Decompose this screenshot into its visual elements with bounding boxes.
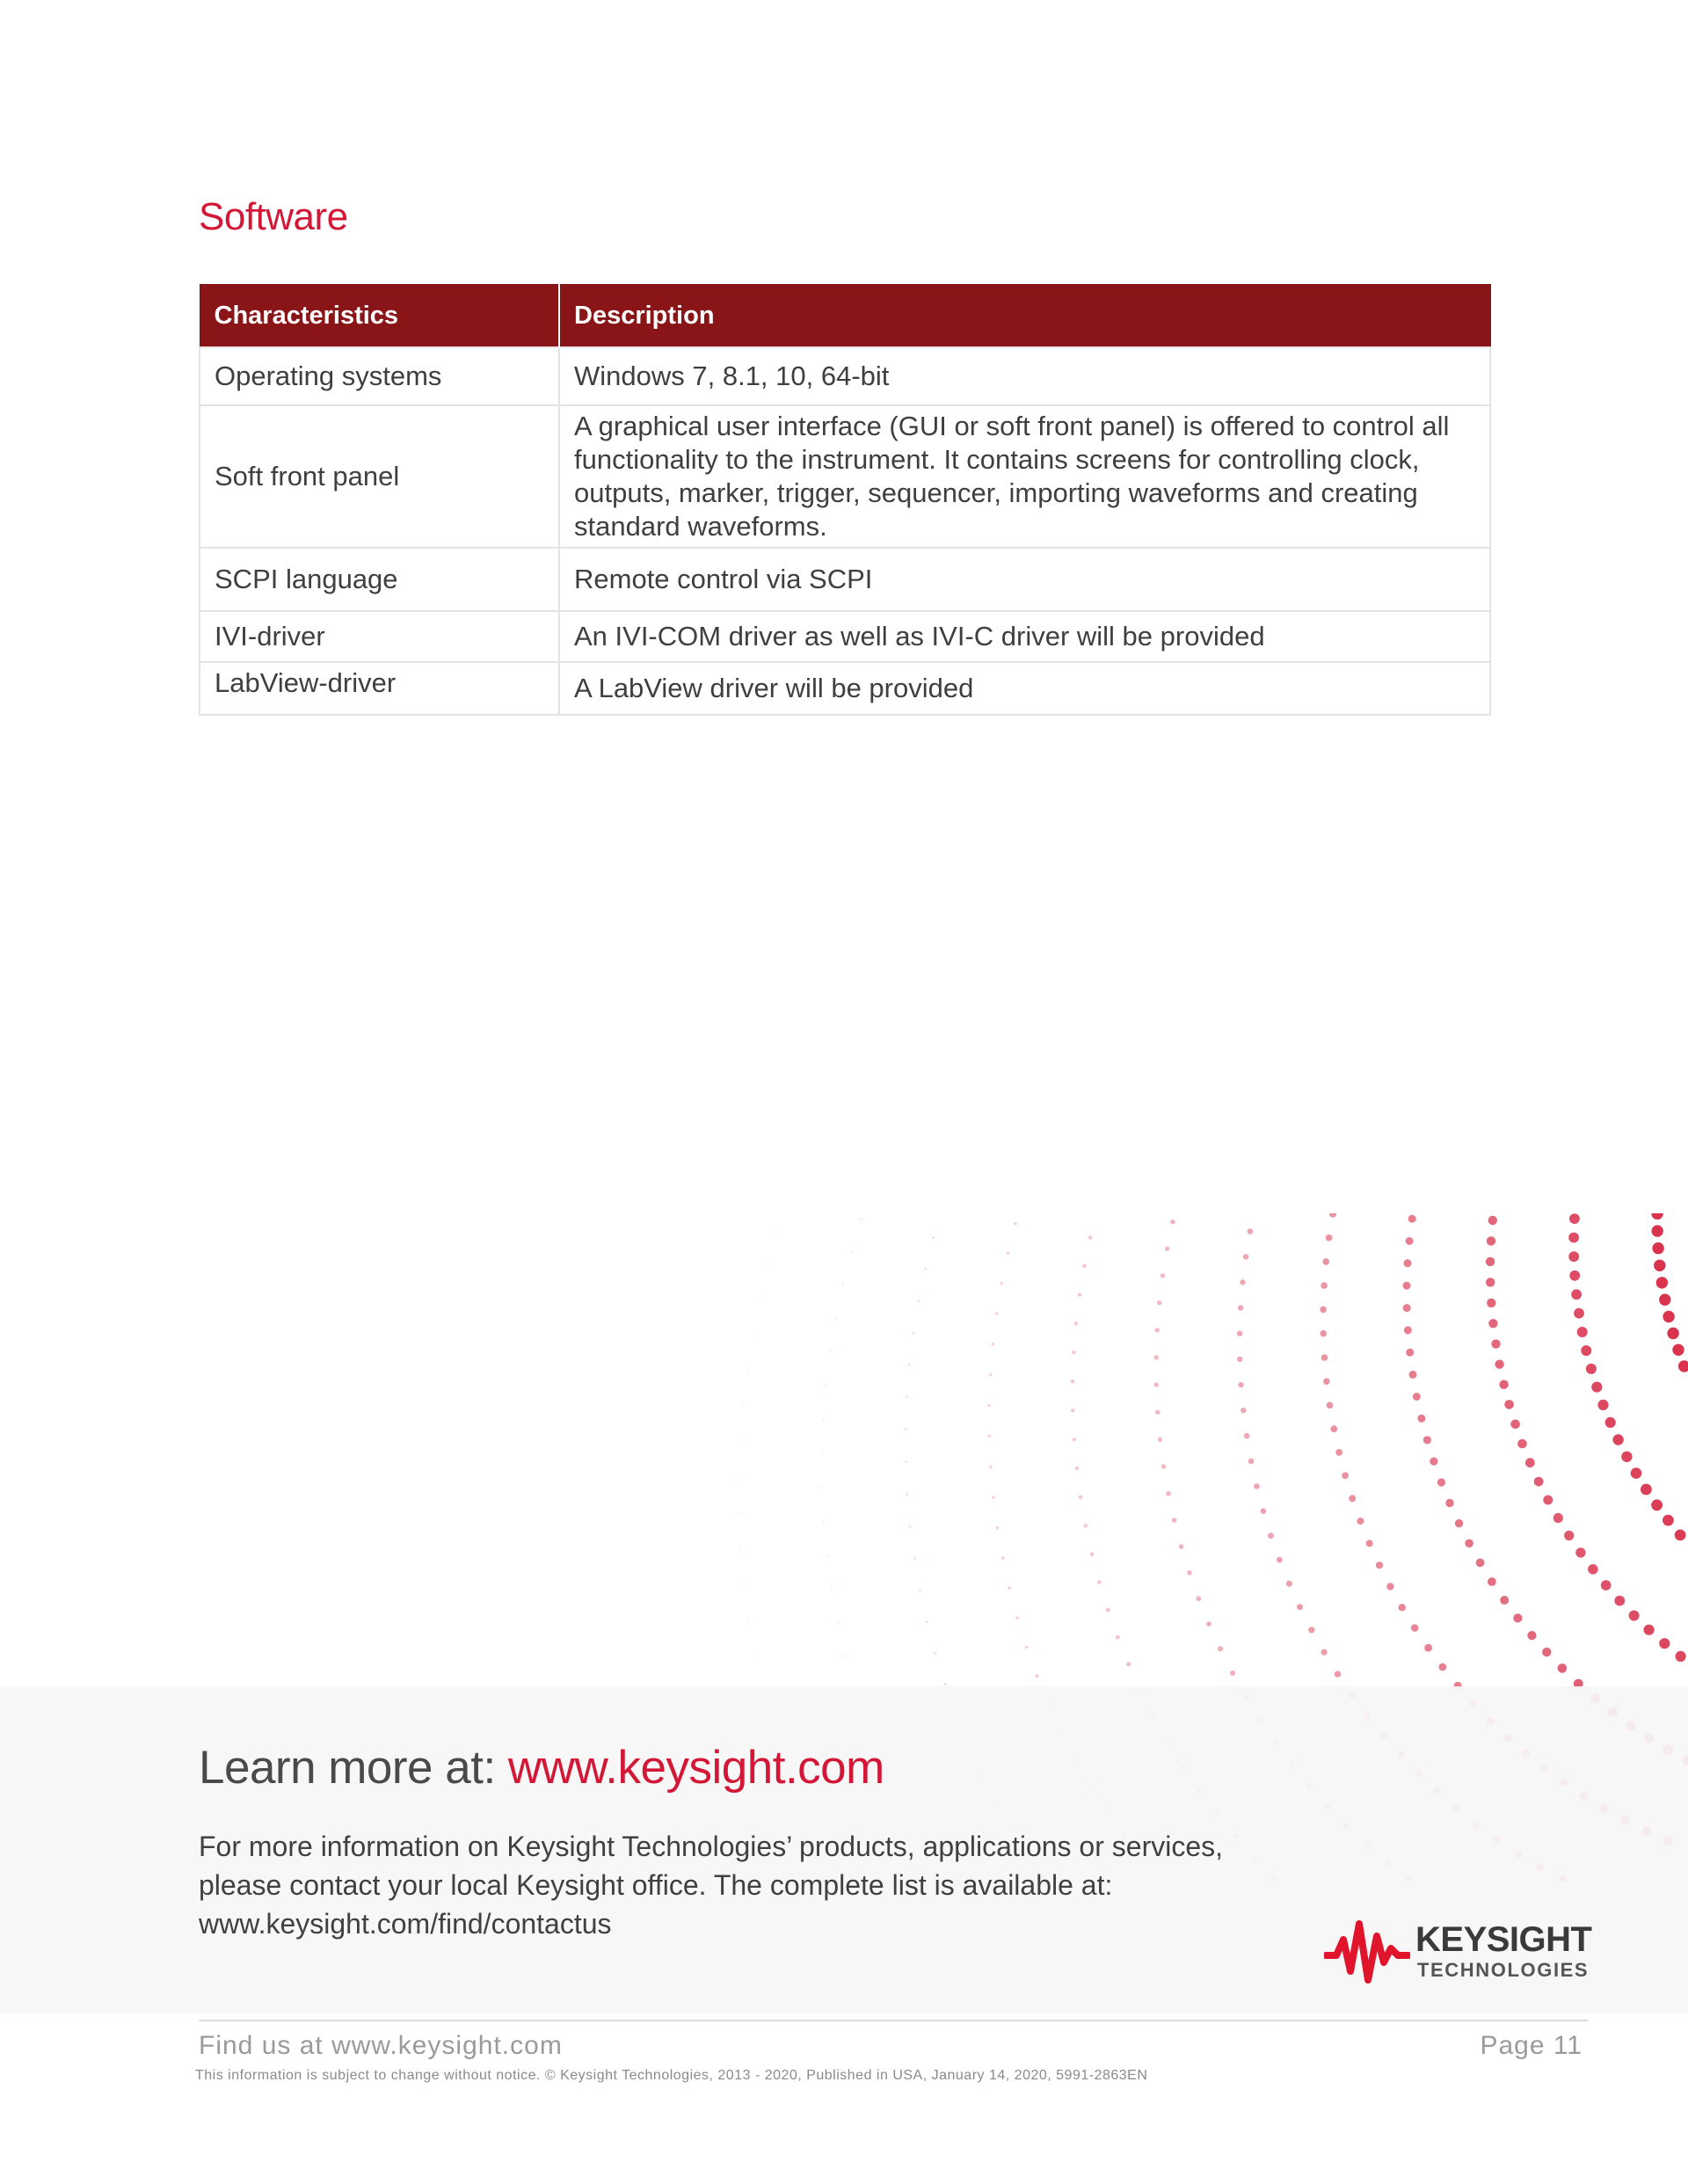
section-title: Software — [199, 195, 348, 238]
decorative-dot — [1569, 1213, 1580, 1224]
decorative-dot — [821, 1452, 823, 1454]
decorative-dot — [860, 1218, 862, 1220]
decorative-dot — [987, 1404, 991, 1408]
decorative-dot — [908, 1364, 911, 1366]
decorative-dot — [1491, 1339, 1500, 1348]
decorative-dot — [1659, 1638, 1670, 1649]
decorative-dot — [1014, 1222, 1017, 1226]
decorative-dot — [1423, 1436, 1431, 1444]
row-description: A graphical user interface (GUI or soft front panel) is offered to control all functionality to the instrument. It contains screens for controlling clock, outputs, marker, trigger, sequencer, importing waveforms and creating standard waveforms. — [559, 405, 1490, 548]
logo-subtitle: TECHNOLOGIES — [1417, 1959, 1590, 1981]
decorative-dot — [1268, 1532, 1274, 1539]
decorative-dot — [743, 1583, 745, 1585]
decorative-dot — [1406, 1349, 1414, 1357]
decorative-dot — [1240, 1279, 1245, 1285]
decorative-dot — [1672, 1344, 1684, 1356]
keysight-wave-icon — [1324, 1917, 1410, 1987]
decorative-dot — [934, 1652, 936, 1655]
decorative-dot — [1504, 1400, 1514, 1409]
decorative-dot — [1577, 1327, 1588, 1337]
row-characteristic: SCPI language — [200, 548, 559, 611]
decorative-dot — [1629, 1611, 1640, 1621]
decorative-dot — [1157, 1300, 1161, 1305]
decorative-dot — [1574, 1308, 1584, 1319]
decorative-dot — [1261, 1508, 1267, 1514]
decorative-dot — [1357, 1518, 1364, 1525]
decorative-dot — [1297, 1604, 1303, 1610]
decorative-dot — [906, 1395, 908, 1398]
row-description: An IVI-COM driver as well as IVI-C driver will be provided — [559, 611, 1490, 662]
decorative-dot — [1206, 1621, 1211, 1627]
decorative-dot — [1254, 1483, 1260, 1489]
decorative-dot — [912, 1331, 914, 1334]
decorative-dot — [1218, 1646, 1223, 1651]
decorative-dot — [1652, 1242, 1663, 1254]
decorative-dot — [823, 1520, 825, 1522]
decorative-dot — [1588, 1564, 1598, 1575]
decorative-dot — [1631, 1467, 1642, 1479]
decorative-dot — [1525, 1458, 1535, 1467]
decorative-dot — [739, 1548, 741, 1550]
decorative-dot — [1486, 1278, 1495, 1286]
decorative-dot — [1403, 1304, 1411, 1312]
decorative-dot — [926, 1620, 928, 1623]
decorative-dot — [1000, 1282, 1003, 1285]
decorative-dot — [1025, 1646, 1029, 1649]
decorative-dot — [1286, 1581, 1292, 1587]
decorative-dot — [1675, 1530, 1686, 1541]
decorative-dot — [1158, 1438, 1162, 1442]
decorative-dot — [1568, 1233, 1579, 1243]
decorative-dot — [1476, 1559, 1485, 1568]
decorative-dot — [1575, 1547, 1585, 1557]
row-characteristic: LabView-driver — [200, 662, 559, 715]
decorative-dot — [1153, 1355, 1158, 1359]
decorative-dot — [1154, 1382, 1159, 1387]
decorative-dot — [1654, 1260, 1665, 1271]
row-description: Windows 7, 8.1, 10, 64-bit — [559, 347, 1490, 405]
decorative-dot — [821, 1487, 823, 1489]
decorative-dot — [918, 1299, 920, 1302]
decorative-dot — [1517, 1439, 1527, 1449]
decorative-dot — [989, 1373, 993, 1377]
row-characteristic: Operating systems — [200, 347, 559, 405]
decorative-dot — [844, 1655, 846, 1656]
decorative-dot — [1488, 1216, 1497, 1225]
decorative-dot — [1320, 1330, 1327, 1337]
decorative-dot — [1323, 1378, 1330, 1385]
decorative-dot — [1097, 1580, 1102, 1584]
decorative-dot — [989, 1466, 993, 1469]
keysight-logo — [1324, 1917, 1592, 1987]
decorative-dot — [1321, 1649, 1328, 1656]
decorative-dot — [1308, 1627, 1314, 1633]
decorative-dot — [1404, 1259, 1412, 1267]
decorative-dot — [1487, 1299, 1495, 1307]
decorative-dot — [850, 1250, 852, 1252]
legal-notice: This information is subject to change without notice. © Keysight Technologies, 2013 - 2020, Published in USA, January 14, 2020, 5991-2863EN — [195, 2068, 1148, 2083]
decorative-dot — [746, 1370, 748, 1372]
decorative-dot — [1001, 1556, 1005, 1560]
decorative-dot — [1513, 1613, 1522, 1622]
decorative-dot — [1644, 1625, 1655, 1635]
decorative-dot — [1237, 1331, 1242, 1336]
decorative-dot — [1641, 1484, 1652, 1496]
decorative-dot — [1179, 1544, 1184, 1549]
decorative-dot — [829, 1350, 831, 1352]
decorative-dot — [1659, 1294, 1670, 1306]
decorative-dot — [1079, 1496, 1083, 1500]
decorative-dot — [1510, 1420, 1520, 1430]
decorative-dot — [1527, 1631, 1536, 1640]
decorative-dot — [835, 1317, 837, 1319]
decorative-dot — [924, 1268, 927, 1270]
decorative-dot — [1439, 1663, 1447, 1671]
decorative-dot — [1071, 1380, 1074, 1383]
keysight-website-link[interactable]: www.keysight.com — [507, 1742, 884, 1794]
decorative-dot — [747, 1619, 749, 1620]
decorative-dot — [992, 1496, 995, 1499]
decorative-dot — [1614, 1596, 1625, 1606]
decorative-dot — [913, 1557, 916, 1560]
learn-more-heading — [199, 1741, 884, 1795]
decorative-dot — [943, 1683, 946, 1685]
decorative-dot — [1244, 1433, 1250, 1439]
decorative-dot — [1082, 1264, 1087, 1269]
decorative-dot — [1075, 1467, 1079, 1470]
row-description: Remote control via SCPI — [559, 548, 1490, 611]
decorative-dot — [1543, 1496, 1553, 1505]
decorative-dot — [1376, 1562, 1383, 1569]
decorative-dot — [753, 1654, 755, 1656]
find-us-text: Find us at www.keysight.com — [199, 2031, 563, 2060]
decorative-dot — [753, 1335, 754, 1336]
decorative-dot — [1008, 1586, 1011, 1590]
decorative-dot — [909, 1525, 912, 1528]
decorative-dot — [1015, 1616, 1019, 1620]
decorative-dot — [1406, 1237, 1414, 1245]
decorative-dot — [991, 1343, 994, 1346]
decorative-dot — [760, 1299, 761, 1301]
page-number: Page 11 — [1480, 2031, 1582, 2060]
decorative-dot — [1237, 1357, 1242, 1362]
decorative-dot — [1326, 1234, 1333, 1241]
decorative-dot — [1621, 1452, 1632, 1462]
table-row — [200, 405, 1490, 548]
decorative-dot — [1327, 1402, 1334, 1409]
header-characteristics: Characteristics — [200, 285, 559, 348]
decorative-dot — [1335, 1671, 1341, 1677]
decorative-dot — [996, 1526, 1000, 1530]
decorative-dot — [1558, 1663, 1568, 1673]
decorative-dot — [1071, 1409, 1074, 1412]
decorative-dot — [1329, 1213, 1336, 1218]
decorative-dot — [1241, 1408, 1246, 1413]
decorative-dot — [1586, 1364, 1597, 1374]
decorative-dot — [1652, 1225, 1663, 1236]
logo-wordmark: KEYSIGHT — [1415, 1920, 1592, 1959]
decorative-dot — [1116, 1635, 1120, 1640]
decorative-dot — [1106, 1608, 1110, 1613]
decorative-dot — [822, 1418, 824, 1420]
table-row — [200, 347, 1490, 405]
row-characteristic: Soft front panel — [200, 405, 559, 548]
table-row — [200, 662, 1490, 715]
decorative-dot — [1277, 1557, 1283, 1563]
decorative-dot — [1678, 1360, 1688, 1372]
decorative-dot — [1605, 1417, 1616, 1428]
decorative-dot — [1612, 1434, 1623, 1445]
decorative-dot — [1007, 1252, 1010, 1256]
decorative-dot — [1455, 1519, 1463, 1527]
decorative-dot — [738, 1512, 739, 1514]
decorative-dot — [1330, 1425, 1337, 1432]
table-row — [200, 548, 1490, 611]
decorative-dot — [1651, 1213, 1663, 1219]
decorative-dot — [1569, 1270, 1580, 1281]
decorative-dot — [1591, 1382, 1602, 1393]
decorative-dot — [1074, 1321, 1078, 1325]
decorative-dot — [1072, 1350, 1075, 1354]
decorative-dot — [826, 1385, 827, 1387]
decorative-dot — [1667, 1328, 1678, 1339]
decorative-dot — [1155, 1328, 1160, 1332]
decorative-dot — [1486, 1257, 1495, 1266]
decorative-dot — [742, 1405, 744, 1407]
decorative-dot — [1487, 1236, 1495, 1245]
decorative-dot — [1424, 1644, 1432, 1652]
decorative-dot — [831, 1588, 833, 1590]
decorative-dot — [1409, 1371, 1417, 1379]
decorative-dot — [1656, 1277, 1668, 1288]
decorative-dot — [1243, 1254, 1249, 1260]
decorative-dot — [779, 1231, 781, 1233]
decorative-dot — [905, 1428, 907, 1431]
decorative-dot — [1090, 1552, 1095, 1556]
decorative-dot — [1366, 1540, 1373, 1547]
decorative-dot — [995, 1312, 999, 1315]
decorative-dot — [1651, 1499, 1663, 1511]
decorative-dot — [1499, 1380, 1508, 1389]
contact-information: For more information on Keysight Technologies’ products, applications or services, please contact your local Keysight office. The complete list is available at: www.keysight.com/find/contactus — [199, 1831, 1224, 1940]
decorative-dot — [1534, 1477, 1544, 1487]
decorative-dot — [1597, 1400, 1608, 1410]
table-header-row — [200, 285, 1490, 348]
decorative-dot — [1035, 1674, 1038, 1678]
decorative-dot — [738, 1476, 739, 1478]
decorative-dot — [1386, 1583, 1393, 1590]
decorative-dot — [1465, 1540, 1473, 1548]
decorative-dot — [1321, 1282, 1328, 1289]
decorative-dot — [1437, 1478, 1445, 1486]
decorative-dot — [1495, 1360, 1503, 1369]
decorative-dot — [1399, 1604, 1406, 1611]
decorative-dot — [1568, 1251, 1579, 1262]
decorative-dot — [1335, 1449, 1342, 1456]
decorative-dot — [1160, 1273, 1165, 1278]
decorative-dot — [1342, 1472, 1349, 1479]
learn-more-prefix: Learn more at: — [199, 1742, 508, 1794]
decorative-dot — [1321, 1354, 1328, 1361]
decorative-dot — [739, 1441, 741, 1443]
decorative-dot — [1413, 1393, 1421, 1401]
decorative-dot — [905, 1460, 907, 1463]
decorative-dot — [1349, 1495, 1356, 1502]
footer-divider — [199, 2020, 1588, 2021]
decorative-dot — [1172, 1518, 1177, 1523]
decorative-dot — [1403, 1282, 1411, 1290]
decorative-dot — [1073, 1438, 1076, 1441]
decorative-dot — [1196, 1596, 1201, 1601]
decorative-dot — [1170, 1219, 1175, 1225]
decorative-dot — [1404, 1326, 1412, 1334]
decorative-dot — [842, 1284, 844, 1285]
decorative-dot — [768, 1265, 770, 1267]
decorative-dot — [1500, 1596, 1509, 1605]
decorative-dot — [988, 1435, 992, 1438]
decorative-dot — [1542, 1648, 1551, 1656]
decorative-dot — [932, 1236, 935, 1239]
decorative-dot — [1408, 1215, 1416, 1223]
decorative-dot — [1601, 1580, 1612, 1591]
decorative-dot — [1430, 1458, 1437, 1466]
decorative-dot — [1238, 1382, 1243, 1387]
decorative-dot — [1238, 1305, 1243, 1310]
decorative-dot — [1088, 1235, 1093, 1240]
decorative-dot — [1488, 1319, 1497, 1328]
decorative-dot — [1187, 1570, 1192, 1576]
header-description: Description — [559, 285, 1490, 348]
table-row — [200, 611, 1490, 662]
decorative-dot — [1230, 1671, 1235, 1676]
decorative-dot — [1411, 1624, 1419, 1632]
decorative-dot — [1161, 1464, 1166, 1468]
decorative-dot — [1166, 1491, 1171, 1496]
decorative-dot — [1663, 1311, 1674, 1322]
decorative-dot — [919, 1589, 921, 1591]
decorative-dot — [1248, 1228, 1254, 1234]
decorative-dot — [1488, 1577, 1496, 1586]
decorative-dot — [906, 1493, 909, 1496]
decorative-dot — [1581, 1345, 1591, 1356]
decorative-dot — [1084, 1524, 1088, 1528]
decorative-dot — [1078, 1292, 1082, 1297]
decorative-dot — [1417, 1415, 1425, 1423]
decorative-dot — [1663, 1515, 1674, 1526]
decorative-dot — [1323, 1258, 1330, 1265]
software-spec-table — [199, 284, 1491, 716]
decorative-dot — [1320, 1307, 1327, 1314]
decorative-dot — [1676, 1651, 1686, 1662]
row-description: A LabView driver will be provided — [559, 662, 1490, 715]
decorative-dot — [1165, 1247, 1169, 1251]
decorative-dot — [836, 1621, 838, 1623]
decorative-dot — [1248, 1459, 1255, 1465]
row-characteristic: IVI-driver — [200, 611, 559, 662]
decorative-dot — [1126, 1662, 1131, 1666]
decorative-dot — [1445, 1499, 1453, 1507]
decorative-dot — [826, 1554, 827, 1556]
decorative-dot — [1571, 1289, 1582, 1299]
decorative-dot — [1564, 1531, 1574, 1540]
decorative-dot — [1553, 1513, 1563, 1523]
decorative-dot — [1155, 1410, 1160, 1415]
